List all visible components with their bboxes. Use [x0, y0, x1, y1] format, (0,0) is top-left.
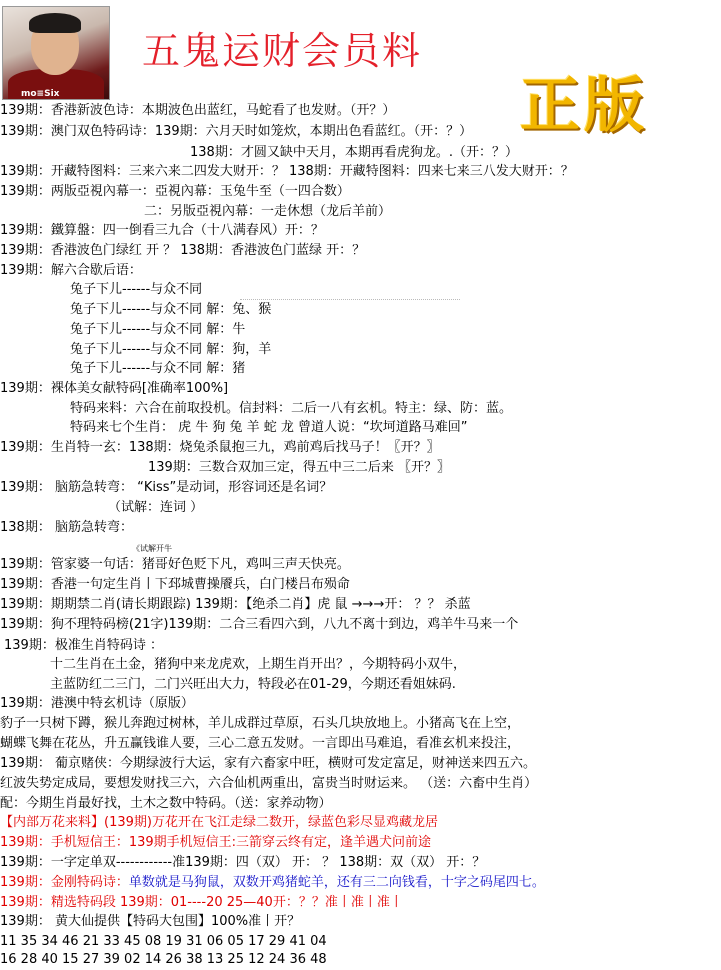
line-03: 138期：才圆又缺中天月，本期再看虎狗龙。.（开：？） [190, 145, 518, 160]
line-30: 主蓝防红二三门，二门兴旺出大力，特段必在01-29，今期还看姐妹码. [50, 677, 456, 692]
line-39: 139期：一字定单双------------准139期：四（双） 开： ？ 138期：双（双） 开：？ [0, 855, 486, 870]
line-43: 11 35 34 46 21 33 45 08 19 31 06 05 17 29 41 04 [0, 934, 327, 949]
line-23: 《试解开牛 [132, 544, 172, 553]
portrait-photo [2, 6, 110, 100]
line-44: 16 28 40 15 27 39 02 14 26 38 13 25 12 24 36 48 [0, 952, 327, 967]
line-28: 139期：极准生肖特码诗 ： [4, 638, 163, 653]
line-33: 蝴蝶飞舞在花丛，升五赢钱谁人要，三心二意五发财。一言即出马难追，看准玄机来投注， [0, 736, 521, 751]
line-22: 138期： 脑筋急转弯： [0, 520, 133, 535]
line-06: 二：另版亞視內幕：一走休想（龙后羊前） [144, 204, 392, 219]
line-12: 兔子下儿------与众不同 解：牛 [70, 322, 246, 337]
line-24: 139期：管家婆一句话：猪哥好色贬下凡，鸡叫三声天快亮。 [0, 557, 350, 572]
line-09: 139期：解六合歇后语： [0, 263, 142, 278]
line-31: 139期：港澳中特玄机诗（原版） [0, 696, 194, 711]
line-05: 139期：两版亞視內幕一：亞視內幕：玉兔牛至（一四合数） [0, 184, 350, 199]
line-25: 139期：香港一句定生肖丨下邳城曹操餍兵，白门楼吕布殒命 [0, 577, 350, 592]
line-35: 红波失势定成局，要想发财找三六，六合仙机两重出，富贵当时财运来。 （送：六畜中生肖） [0, 776, 538, 791]
line-11: 兔子下儿------与众不同 解：兔、猴 [70, 302, 272, 317]
line-36: 配：今期生肖最好找，土木之数中特码。（送：家养动物） [0, 796, 332, 811]
line-41: 139期：精选特码段 139期：01----20 25—40开：？？准丨准丨准丨 [0, 895, 403, 910]
line-15: 139期：裸体美女献特码[准确率100%] [0, 381, 229, 396]
line-26: 139期：期期禁二肖(请长期跟踪) 139期：【绝杀二肖】虎 鼠 →→→开： ？？ 杀蓝 [0, 597, 471, 612]
portrait-hair [29, 13, 81, 33]
line-01: 139期：香港新波色诗：本期波色出蓝红，马蛇看了也发财。（开？） [0, 103, 396, 118]
line-34: 139期： 葡京赌侠：今期绿波行大运，家有六畜家中旺，横财可发定富足，财神送来四五六。 [0, 756, 536, 771]
line-37: 【内部万花来料】(139期)万花开在飞江走绿二数开，绿蓝色彩尽显鸡藏龙居 [0, 815, 438, 830]
line-40-label: 139期：金刚特码诗： [0, 875, 129, 890]
portrait-caption: mo≡Six [21, 89, 60, 99]
line-18: 139期：生肖特一玄：138期：烧兔杀鼠抱三九，鸡前鸡后找马子！〖开？〗 [0, 440, 440, 455]
line-10: 兔子下儿------与众不同 [70, 282, 203, 297]
line-27: 139期：狗不理特码榜(21字)139期：二合三看四六到，八九不离十到边，鸡羊牛马来一个 [0, 617, 519, 632]
divider [240, 299, 460, 300]
page-title: 五鬼运财会员料 [142, 29, 423, 73]
line-14: 兔子下儿------与众不同 解：猪 [70, 361, 246, 376]
line-32: 豹子一只树下蹲，猴儿奔跑过树林，羊儿成群过草原，石头几块放地上。小猪高飞在上空， [0, 716, 521, 731]
line-20: 139期： 脑筋急转弯： “Kiss”是动词，形容词还是名词？ [0, 480, 333, 495]
line-38: 139期：手机短信王：139期手机短信王:三箭穿云终有定，逢羊遇犬问前途 [0, 835, 432, 850]
line-29: 十二生肖在土金，猪狗中来龙虎欢，上期生肖开出？，今期特码小双牛， [50, 657, 467, 672]
line-40 [0, 874, 545, 892]
line-19: 139期：三数合双加三定，得五中三二后来 〖开？〗 [148, 460, 450, 475]
line-42: 139期： 黄大仙提供【特码大包围】100%准丨开？ [0, 914, 301, 929]
line-08: 139期：香港波色门绿红 开 ？ 138期：香港波色门蓝绿 开：？ [0, 243, 366, 258]
authentic-stamp: 正版 [520, 71, 648, 141]
line-13: 兔子下儿------与众不同 解：狗，羊 [70, 342, 272, 357]
line-40-poem: 单数就是马狗鼠，双数开鸡猪蛇羊，还有三二向钱看，十字之码尾四七。 [128, 875, 545, 890]
line-21: （试解：连词 ） [108, 500, 204, 515]
line-17: 特码来七个生肖： 虎 牛 狗 兔 羊 蛇 龙 曾道人说：“坎坷道路马难回” [70, 420, 468, 435]
line-04: 139期：开藏特图料：三来六来二四发大财开：？ 138期：开藏特图料：四来七来三八发大财开：？ [0, 164, 574, 179]
line-02: 139期：澳门双色特码诗：139期：六月天时如笼炊，本期出色看蓝红。（开：？） [0, 124, 473, 139]
line-07: 139期：鐵算盤：四一倒看三九合（十八满春风）开：？ [0, 223, 324, 238]
line-16: 特码来料：六合在前取投机。信封料：二后一八有玄机。特主：绿、防：蓝。 [70, 401, 513, 416]
